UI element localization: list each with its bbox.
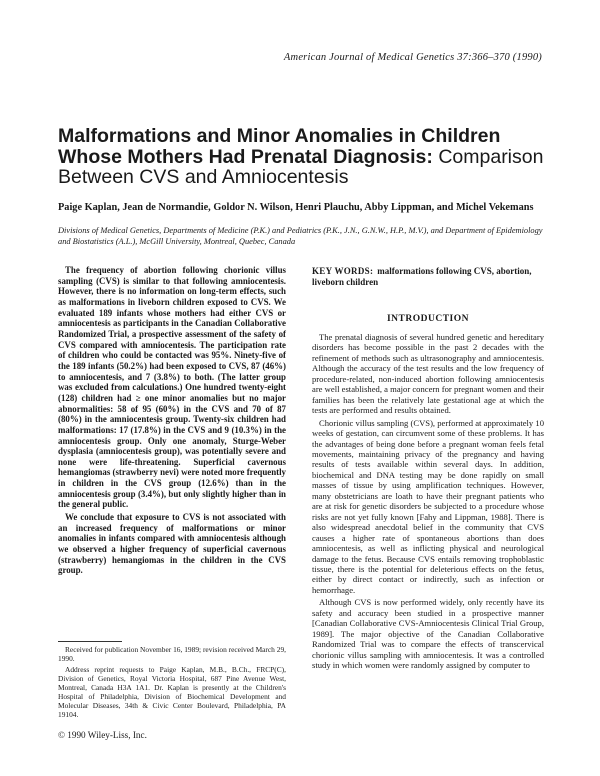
affiliation: Divisions of Medical Genetics, Departments of Medicine (P.K.) and Pediatrics (P.K., J.N., G.N.W., H.P., M.V.), and Department of Epidemiology and Biostatistics (A.L.), McGill University, Montreal, Quebec, Canada [58,226,543,246]
abstract-paragraph: The frequency of abortion following chorionic villus sampling (CVS) is similar to that following amniocentesis. However, there is no information on long-term effects, such as malformations in liveborn children exposed to CVS. We evaluated 189 infants whose mothers had either CVS or amniocentesis as participants in the Canadian Collaborative Randomized Trial, a prospective assessment of the safety of CVS compared with amniocentesis. The participation rate of children who could be contacted was 95%. Ninety-five of the 189 infants (50.2%) had been exposed to CVS, 87 (46%) to amniocentesis, and 7 (3.8%) to both. (The latter group was excluded from calculations.) One hundred twenty-eight (128) children had ≥ one minor anomalies but no major abnormalities: 58 of 95 (60%) in the CVS and 70 of 87 (80%) in the amniocentesis group. Twenty-six children had malformations: 17 (17.8%) in the CVS and 9 (10.3%) in the amniocentesis group. Only one anomaly, Sturge-Weber dysplasia (amniocentesis group), was potentially severe and none were life-threatening. Superficial cavernous hemangiomas (strawberry nevi) were noted more frequently in children in the CVS group (12.6%) than in the amniocentesis group (3.4%), but only slightly higher than in the general public. [58,265,286,510]
journal-header: American Journal of Medical Genetics 37:366–370 (1990) [283,52,542,63]
copyright-line: © 1990 Wiley-Liss, Inc. [58,730,147,740]
intro-paragraph: The prenatal diagnosis of several hundred genetic and hereditary disorders has become possible in the past 2 decades with the refinement of methods such as ultrasonography and amniocentesis. Although the accuracy of the test results and the low frequency of procedure-related, non-induced abortion following amniocentesis are well established, a major concern for pregnant women and their families has been the relatively late gestational age at which the tests are performed and results obtained. [312,332,544,416]
intro-paragraph: Chorionic villus sampling (CVS), performed at approximately 10 weeks of gestation, can circumvent some of these problems. It has the advantages of being done before a pregnant woman feels fetal movements, maintaining privacy of the pregnancy and having results of tests available within several days. In addition, biochemical and DNA testing may be done rapidly on small masses of tissue by using amplification techniques. However, many obstetricians are loath to have their pregnant patients who are at risk for genetic disorders be subjected to a procedure whose risks are not yet fully known [Fahy and Lippman, 1988]. There is also widespread anecdotal belief in the community that CVS causes a higher rate of spontaneous abortions than does amniocentesis, as well as inflicting physical and neurological damage to the fetus. Because CVS entails removing trophoblastic tissue, there is the potential for deleterious effects on the fetus, either by direct contact or indirectly, such as infection or hemorrhage. [312,417,544,595]
article-title [58,126,548,188]
introduction-body [312,332,544,671]
intro-paragraph: Although CVS is now performed widely, only recently have its safety and accuracy been studied in a prospective manner [Canadian Collaborative CVS-Amniocentesis Clinical Trial Group, 1989]. The major objective of the Canadian Collaborative Randomized Trial was to compare the effects of transcervical chorionic villus sampling with amniocentesis. It was a controlled study in which women were randomly assigned by computer to [312,597,544,671]
reprint-note: Address reprint requests to Paige Kaplan, M.B., B.Ch., FRCP(C), Division of Genetics, Royal Victoria Hospital, 687 Pine Avenue West, Montreal, Canada H3A 1A1. Dr. Kaplan is presently at the Children's Hospital of Philadelphia, Division of Biochemical Development and Molecular Diseases, 34th & Civic Center Boulevard, Philadelphia, PA 19104. [58,665,286,719]
footnote-rule [58,641,122,642]
abstract [58,265,286,576]
footnotes [58,645,286,719]
author-list: Paige Kaplan, Jean de Normandie, Goldor N. Wilson, Henri Plauchu, Abby Lippman, and Michel Vekemans [58,202,534,213]
abstract-paragraph: We conclude that exposure to CVS is not associated with an increased frequency of malformations or minor anomalies in infants compared with amniocentesis although we observed a higher frequency of superficial cavernous (strawberry) hemangiomas in the children in the CVS group. [58,512,286,576]
keywords [312,266,544,288]
received-note: Received for publication November 16, 1989; revision received March 29, 1990. [58,645,286,663]
title-subtitle: Comparison Between CVS and Amniocentesis [58,145,544,188]
keywords-label: KEY WORDS: [312,266,374,276]
title-main: Malformations and Minor Anomalies in Children Whose Mothers Had Prenatal Diagnosis: [58,125,501,168]
section-heading-introduction: INTRODUCTION [386,314,469,324]
keywords-text: malformations following CVS, abortion, liveborn children [312,266,532,287]
